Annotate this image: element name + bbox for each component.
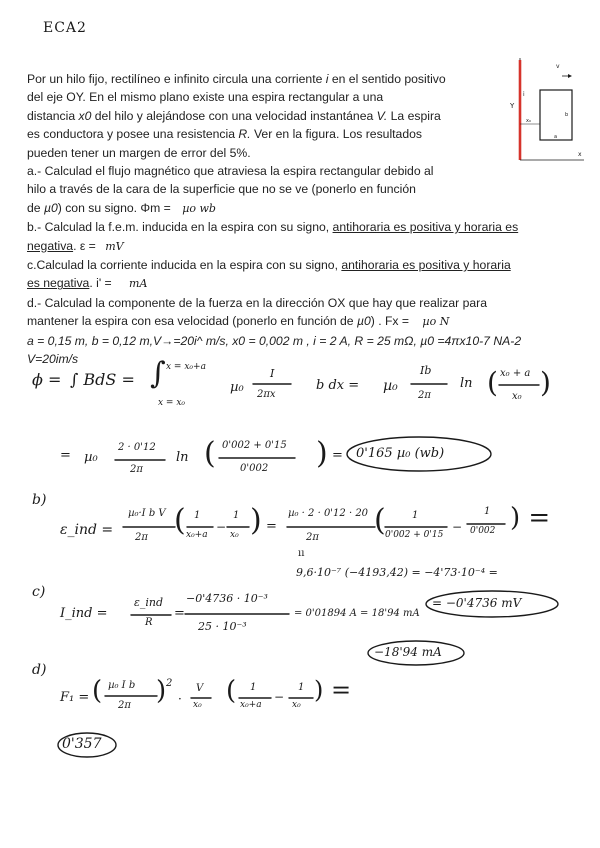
- b-dx: b dx =: [316, 378, 360, 393]
- answer-emf: mV: [105, 239, 124, 253]
- paren-close: ): [316, 436, 328, 471]
- double-line: ıı: [298, 548, 305, 559]
- answer-force: µo N: [422, 315, 450, 329]
- paren-open: (: [204, 436, 216, 471]
- num-b: µ₀·I b V: [128, 508, 166, 519]
- eq-2: =: [60, 448, 71, 463]
- f-t1d: x₀+a: [240, 700, 262, 710]
- num-b2: µ₀ · 2 · 0'12 · 20: [288, 508, 369, 519]
- c-den: R: [145, 617, 153, 628]
- frac-bar: [104, 694, 158, 698]
- den-2: 2π: [130, 464, 143, 475]
- frac-2pix: 2πx: [257, 389, 276, 400]
- t3d: 0'002 + 0'15: [385, 530, 444, 540]
- frac-bar: [184, 612, 290, 616]
- integral-sign: ∫: [150, 356, 166, 391]
- den-b2: 2π: [306, 532, 319, 543]
- statement-line: Por un hilo fijo, rectilíneo e infinito circula una corriente i en el sentido positivo: [27, 72, 446, 86]
- eind: ε_ind =: [60, 522, 114, 538]
- statement-line: de µ0) con su signo. Φm = µo wb: [27, 200, 216, 215]
- t4d: 0'002: [470, 526, 496, 536]
- frac-I: I: [270, 367, 275, 380]
- c-box2: −18'94 mA: [374, 645, 442, 659]
- paren-open: (: [174, 503, 186, 538]
- x0-label: x₀: [526, 118, 531, 124]
- t2d: x₀: [230, 530, 239, 540]
- paren-close: ): [156, 676, 167, 706]
- paren-close: ): [540, 366, 551, 399]
- c-res: = 0'01894 A = 18'94 mA: [294, 608, 420, 619]
- problem-statement: [27, 70, 575, 369]
- d-label: d): [32, 662, 47, 678]
- f-den: 2π: [118, 700, 131, 711]
- c-den2: 25 · 10⁻³: [198, 620, 247, 633]
- part-d-line2: mantener la espira con esa velocidad (ponerlo en función de µ0) . Fx = µo N: [27, 314, 450, 329]
- paren-open: (: [487, 366, 498, 399]
- statement-line: distancia x0 del hilo y alejándose con una velocidad instantánea V. La espira: [27, 108, 441, 123]
- minus: −: [452, 520, 463, 534]
- paren-open: (: [92, 676, 103, 706]
- c-label: c): [32, 584, 46, 600]
- val-b: 9,6·10⁻⁷ (−4193,42) = −4'73·10⁻⁴ =: [296, 566, 498, 579]
- data-line: a = 0,15 m, b = 0,12 m,V→=20i^ m/s, x0 = 0,002 m , i = 2 A, R = 25 mΩ, µ0 =4πx10-7 NA-2: [27, 333, 522, 348]
- iind: I_ind =: [60, 606, 108, 621]
- b-label: b): [32, 492, 47, 508]
- t3: 1: [412, 510, 419, 521]
- x0-plus-a: x₀ + a: [500, 368, 531, 379]
- frac-bar: [226, 525, 250, 529]
- circuit-figure: [498, 52, 590, 172]
- part-b-line2: negativa. ε = mV: [27, 238, 124, 253]
- paren-open: (: [226, 676, 237, 706]
- statement-line: es conductora y posee una resistencia R. Ver en la figura. Los resultados: [27, 127, 422, 142]
- x0: x₀: [512, 391, 522, 402]
- answer-phi: µo wb: [182, 201, 216, 215]
- statement-line: pueden tener un margen de error del 5%.: [27, 145, 251, 160]
- mu0-2: µ₀: [383, 378, 398, 394]
- x-label: x: [578, 151, 582, 158]
- eq-b: =: [266, 519, 277, 534]
- f-v: V: [196, 683, 204, 694]
- statement-line: del eje OY. En el mismo plano existe una espira rectangular a una: [27, 90, 384, 105]
- minus: −: [216, 520, 227, 534]
- f-t2: 1: [298, 682, 305, 693]
- eq-3: =: [332, 448, 343, 463]
- mu0: µ₀: [230, 380, 244, 395]
- frac-bar: [286, 525, 376, 529]
- y-label: Y: [510, 102, 515, 110]
- minus: −: [274, 690, 285, 704]
- ln-2: ln: [176, 450, 189, 465]
- statement-line: hilo a través de la cara de la superficie que no se ve (ponerlo en función: [27, 182, 416, 197]
- f-pow: 2: [166, 678, 173, 689]
- c-num2: −0'4736 · 10⁻³: [186, 592, 268, 605]
- header-note: ECA2: [43, 20, 87, 36]
- integral-bdS: ∫ BdS =: [70, 370, 135, 389]
- n-2: 0'002 + 0'15: [222, 440, 287, 451]
- paren-close: ): [250, 503, 262, 538]
- den-b: 2π: [135, 532, 148, 543]
- tail-b: ) =: [510, 503, 551, 533]
- int-lower: x = x₀: [158, 398, 186, 408]
- c-box: = −0'4736 mV: [432, 596, 522, 610]
- f-res: 0'357: [62, 736, 102, 752]
- frac-bar: [410, 382, 448, 386]
- a-label: a: [554, 134, 558, 140]
- dot: ·: [178, 692, 182, 706]
- c-num: ε_ind: [134, 596, 164, 609]
- f-t2d: x₀: [292, 700, 301, 710]
- f-t1: 1: [250, 682, 257, 693]
- res-phi: 0'165 µ₀ (wb): [356, 446, 445, 461]
- part-d-line1: d.- Calculad la componente de la fuerza en la dirección OX que hay que realizar para: [27, 295, 488, 310]
- part-c-line1: c.Calculad la corriente inducida en la espira con su signo, antihoraria es positiva y horaria: [27, 258, 511, 273]
- statement-line: a.- Calculad el flujo magnético que atraviesa la espira rectangular debido al: [27, 164, 434, 179]
- f-num: µ₀ I b: [108, 680, 136, 691]
- phi-lhs: ϕ =: [32, 370, 62, 389]
- frac-2pi: 2π: [418, 390, 431, 401]
- v-label: v: [556, 63, 560, 70]
- eq-c: =: [174, 606, 185, 621]
- b-label: b: [565, 112, 569, 118]
- frac-Ib: Ib: [420, 364, 432, 377]
- frac-bar: [384, 525, 448, 529]
- t2: 1: [233, 510, 240, 521]
- paren-open: (: [374, 503, 386, 538]
- frac-bar: [498, 383, 540, 387]
- ln: ln: [460, 376, 473, 391]
- t1: 1: [194, 510, 201, 521]
- answer-current: mA: [129, 277, 148, 291]
- frac-bar: [186, 525, 214, 529]
- int-upper: x = x₀+a: [166, 362, 206, 372]
- part-b-line1: b.- Calculad la f.e.m. inducida en la espira con su signo, antihoraria es positiva y horaria es: [27, 220, 519, 235]
- frac-bar: [218, 456, 296, 460]
- f-tail: ) =: [314, 676, 352, 704]
- mu0-3: µ₀: [84, 450, 98, 465]
- f-x0: x₀: [193, 700, 202, 710]
- t1d: x₀+a: [186, 530, 208, 540]
- frac-bar: [122, 525, 176, 529]
- frac-bar: [252, 382, 292, 386]
- part-c-line2: es negativa. i' = mA: [27, 276, 148, 291]
- f1: F₁ =: [60, 690, 90, 705]
- d-2: 0'002: [240, 463, 269, 474]
- t4: 1: [484, 506, 491, 517]
- frac-bar: [114, 458, 166, 462]
- data-line-2: V=20im/s: [27, 352, 79, 367]
- num-2: 2 · 0'12: [118, 442, 156, 453]
- i-label: i: [523, 91, 525, 98]
- arrow-head-icon: [568, 74, 572, 78]
